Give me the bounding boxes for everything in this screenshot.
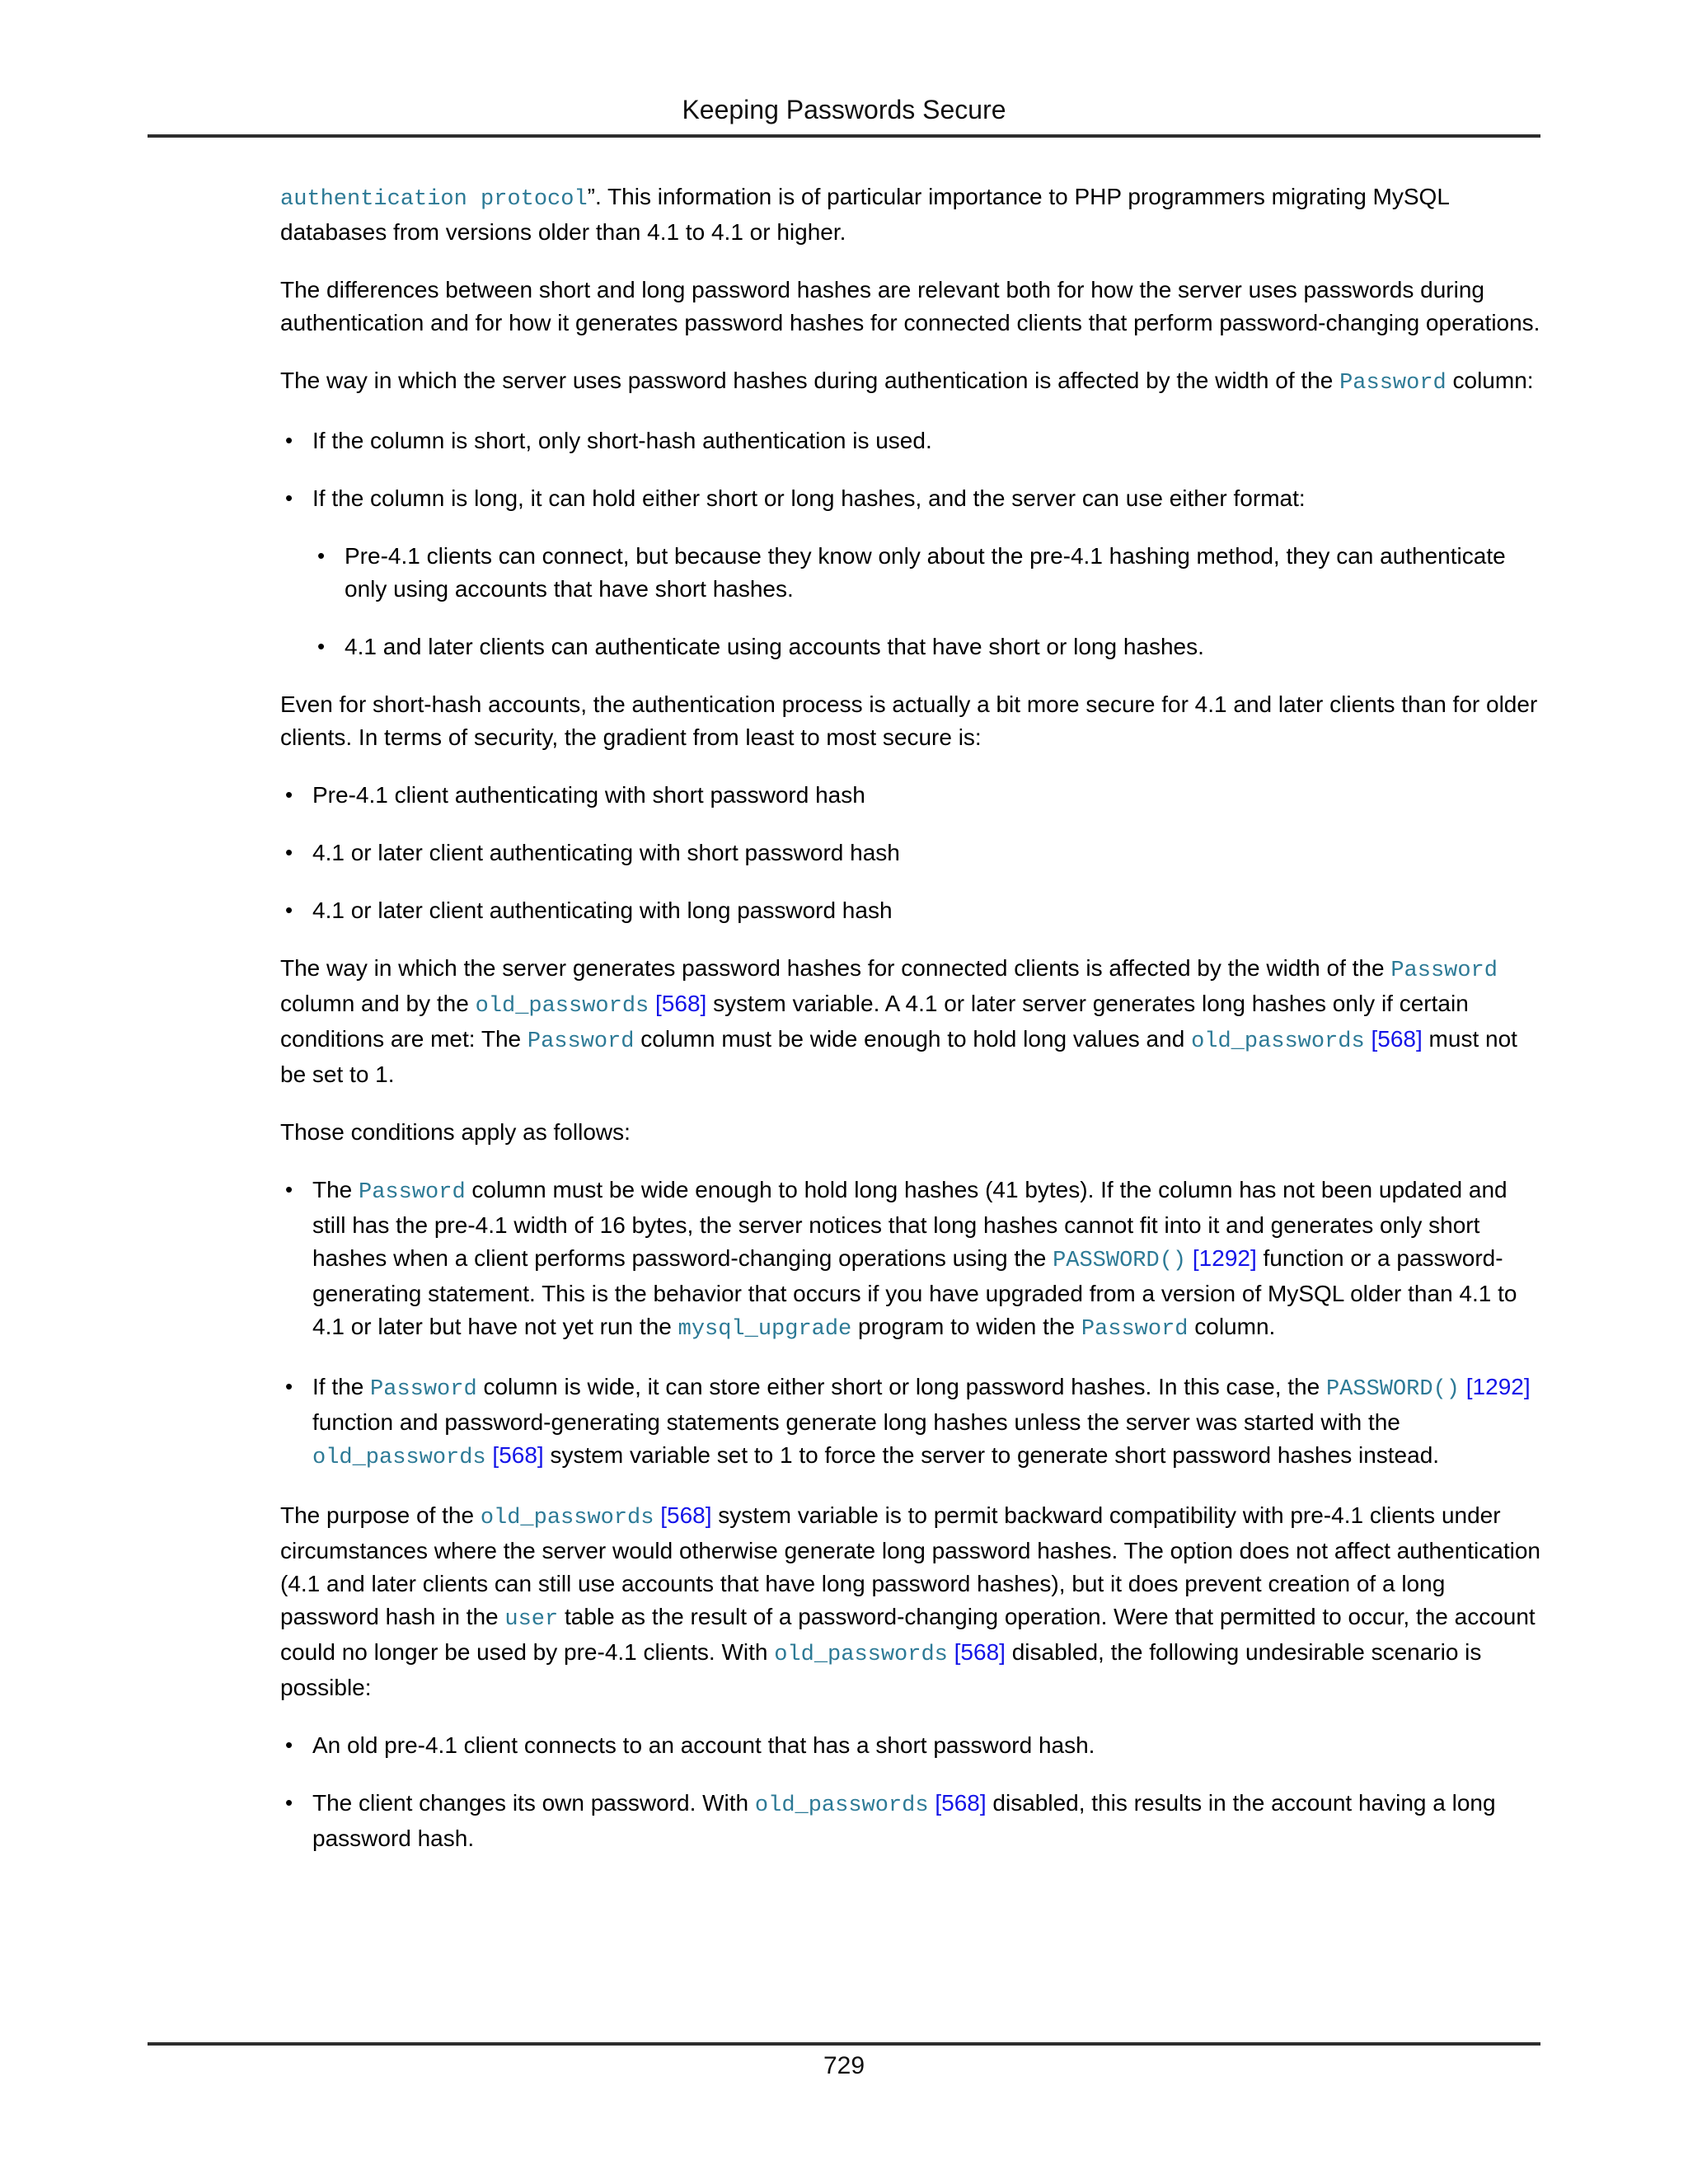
page-ref-link[interactable]: [568] [1371,1026,1423,1052]
text-run: disabled, the following undesirable scenario is possible: [280,1639,1482,1700]
page-ref-link[interactable]: [568] [492,1442,544,1468]
list-item [280,1371,1541,1474]
inline-code: user [504,1607,559,1632]
text-run: If the [312,1374,371,1399]
text-run: An old pre-4.1 client connects to an account that has a short password hash. [312,1732,1095,1758]
list-item [280,779,1541,812]
text-run: function or a password-generating statement. This is the behavior that occurs if you have upgraded from a version of MySQL older than 4.1 to 4.1 or later but have not yet run the [312,1245,1517,1339]
inline-code: Password [1339,371,1447,396]
text-run: column must be wide enough to hold long hashes (41 bytes). If the column has not been updated and still has the pre-4.1 width of 16 bytes, the server notices that long hashes cannot fit into it and generates only short hashes when a client performs password-changing operations using the [312,1177,1507,1271]
list-item [280,482,1541,663]
paragraph [280,688,1541,754]
inline-code: Password [527,1029,635,1054]
document-body [280,180,1541,1855]
paragraph [280,364,1541,400]
bullet-list [312,540,1541,663]
page-ref-link[interactable]: [568] [935,1790,987,1816]
page-ref-link[interactable]: [1292] [1192,1245,1257,1271]
text-run: column. [1188,1314,1276,1339]
text-run: column: [1446,368,1534,393]
paragraph [280,180,1541,249]
paragraph [280,274,1541,340]
header-rule [148,134,1540,138]
text-run: 4.1 and later clients can authenticate using accounts that have short or long hashes. [345,634,1204,659]
inline-code: Password [1081,1317,1189,1342]
text-run: function and password-generating statements generate long hashes unless the server was started with the [312,1409,1400,1435]
bullet-list [280,424,1541,663]
text-run: The way in which the server uses password hashes during authentication is affected by the width of the [280,368,1340,393]
text-run: system variable set to 1 to force the server to generate short password hashes instead. [543,1442,1440,1468]
text-run [1460,1374,1466,1399]
text-run: column must be wide enough to hold long values and [634,1026,1192,1052]
text-run [1186,1245,1193,1271]
list-item [312,630,1541,663]
list-item [280,894,1541,927]
bullet-list [280,779,1541,927]
page-footer [148,2042,1540,2080]
text-run: Pre-4.1 clients can connect, but because they know only about the pre-4.1 hashing method, they can authenticate only using accounts that have short hashes. [345,543,1506,602]
text-run: If the column is short, only short-hash authentication is used. [312,428,932,453]
bullet-list [280,1174,1541,1474]
text-run: ”. This information is of particular importance to PHP programmers migrating MySQL databases from versions older than 4.1 to 4.1 or higher. [280,184,1449,245]
text-run: The [312,1177,359,1202]
text-run: 4.1 or later client authenticating with long password hash [312,898,893,923]
inline-code: old_passwords [480,1506,654,1530]
page-number: 729 [823,2052,865,2079]
text-run: The purpose of the [280,1502,481,1528]
text-run [649,991,655,1016]
inline-code: old_passwords [774,1643,948,1667]
text-run: Pre-4.1 client authenticating with short password hash [312,782,865,808]
text-run: disabled, this results in the account having a long password hash. [312,1790,1496,1851]
text-run: The client changes its own password. With [312,1790,755,1816]
text-run: The way in which the server generates password hashes for connected clients is affected by the width of the [280,955,1391,981]
inline-code: PASSWORD() [1325,1377,1460,1402]
inline-code: Password [1390,958,1498,983]
inline-code: old_passwords [754,1793,929,1818]
paragraph [280,1499,1541,1704]
text-run: Those conditions apply as follows: [280,1119,631,1145]
inline-code: old_passwords [475,994,649,1019]
page-ref-link[interactable]: [568] [660,1502,712,1528]
page-header [0,0,1688,138]
inline-code: Password [359,1180,466,1205]
inline-code: mysql_upgrade [678,1317,852,1342]
list-item [280,1729,1541,1762]
paragraph [280,1116,1541,1149]
text-run: program to widen the [851,1314,1081,1339]
inline-code: PASSWORD() [1053,1249,1187,1273]
page-ref-link[interactable]: [568] [655,991,707,1016]
text-run: Even for short-hash accounts, the authentication process is actually a bit more secure for 4.1 and later clients than for older clients. In terms of security, the gradient from least to most secure is: [280,691,1538,750]
text-run: must not be set to 1. [280,1026,1517,1087]
list-item [280,1787,1541,1855]
page-ref-link[interactable]: [568] [954,1639,1006,1665]
list-item [280,1174,1541,1346]
text-run: If the column is long, it can hold either short or long hashes, and the server can use either format: [312,485,1306,511]
text-run: 4.1 or later client authenticating with short password hash [312,840,900,865]
page-title: Keeping Passwords Secure [682,95,1006,124]
text-run: The differences between short and long password hashes are relevant both for how the server uses passwords during authentication and for how it generates password hashes for connected clients that perform password-changing operations. [280,277,1540,335]
inline-code: authentication protocol [280,187,588,212]
inline-code: old_passwords [1191,1029,1365,1054]
inline-code: old_passwords [312,1446,486,1470]
paragraph [280,952,1541,1091]
text-run [948,1639,954,1665]
list-item [280,424,1541,457]
bullet-list [280,1729,1541,1855]
list-item [280,837,1541,869]
text-run: table as the result of a password-changing operation. Were that permitted to occur, the account could no longer be used by pre-4.1 clients. With [280,1604,1536,1665]
text-run: column is wide, it can store either short or long password hashes. In this case, the [476,1374,1326,1399]
text-run: system variable. A 4.1 or later server generates long hashes only if certain conditions are met: The [280,991,1469,1052]
inline-code: Password [370,1377,477,1402]
text-run: column and by the [280,991,476,1016]
page-ref-link[interactable]: [1292] [1465,1374,1531,1399]
list-item [312,540,1541,606]
text-run: system variable is to permit backward compatibility with pre-4.1 clients under circumstances where the server would otherwise generate long password hashes. The option does not affect authentication (4.1 and later clients can still use accounts that have long password hashes), but it does prevent creation of a long password hash in the [280,1502,1540,1629]
